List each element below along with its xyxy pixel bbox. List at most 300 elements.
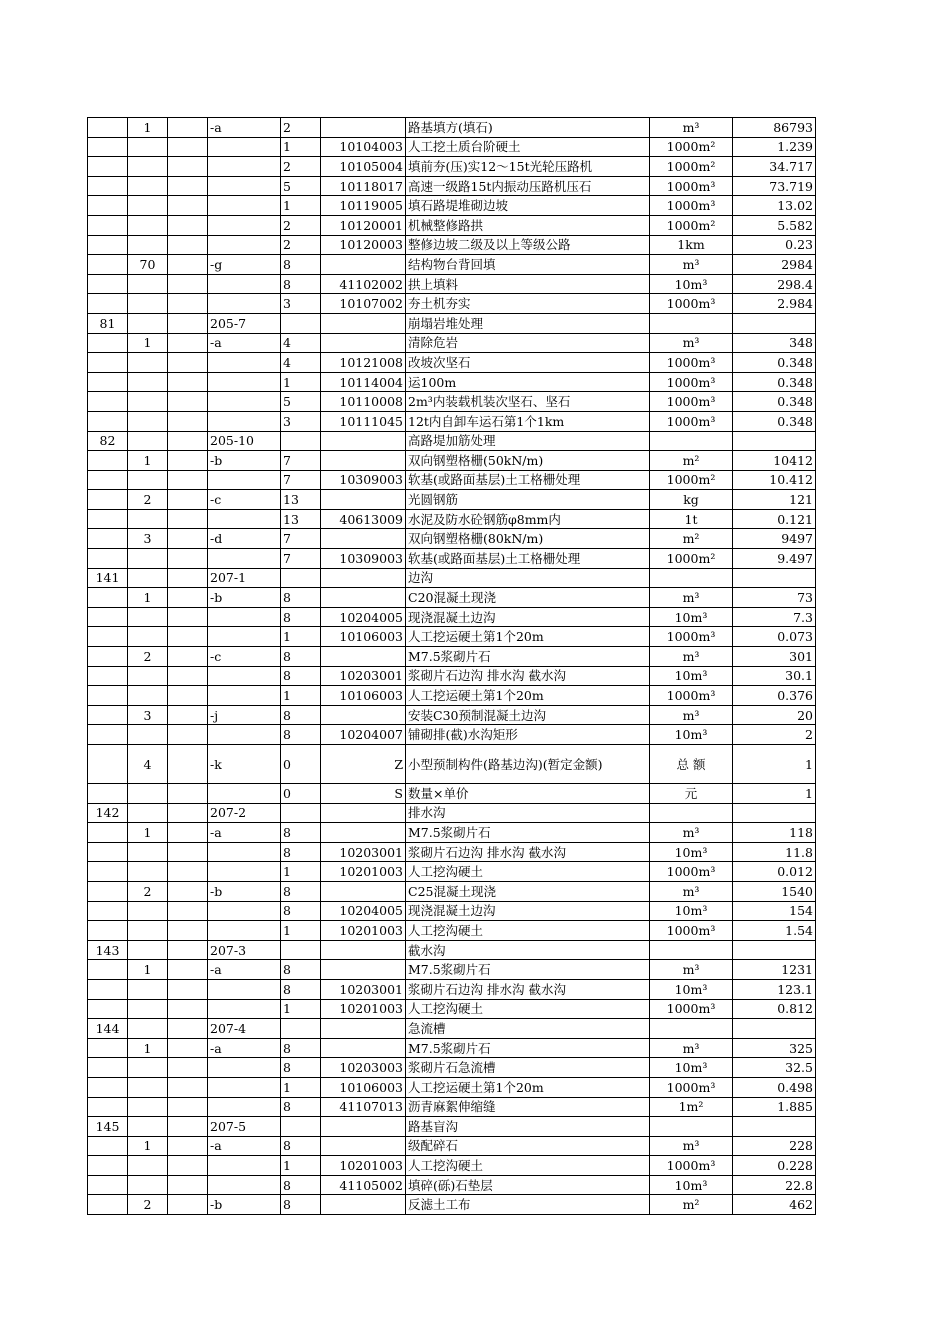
item-no-cell [88, 529, 128, 549]
type-cell: 8 [281, 842, 321, 862]
description-cell: 数量×单价 [406, 784, 650, 804]
unit-cell: 10m³ [650, 666, 733, 686]
unit-cell [650, 313, 733, 333]
table-row [88, 215, 816, 235]
description-cell: M7.5浆砌片石 [406, 823, 650, 843]
sub-no-cell [128, 940, 168, 960]
quantity-cell: 7.3 [733, 607, 816, 627]
quantity-cell: 0.348 [733, 353, 816, 373]
quantity-cell [733, 313, 816, 333]
code-cell: -k [208, 745, 281, 784]
table-row [88, 588, 816, 608]
sub-no-cell: 1 [128, 960, 168, 980]
unit-cell: 1m² [650, 1097, 733, 1117]
table-row [88, 1077, 816, 1097]
norm-code-cell [321, 1117, 406, 1137]
unit-cell: 1000m² [650, 157, 733, 177]
description-cell: 光圆钢筋 [406, 490, 650, 510]
sub-no-cell [128, 1175, 168, 1195]
item-no-cell [88, 1136, 128, 1156]
code-cell [208, 470, 281, 490]
description-cell: 排水沟 [406, 803, 650, 823]
description-cell: M7.5浆砌片石 [406, 647, 650, 667]
code-cell [208, 274, 281, 294]
table-row [88, 372, 816, 392]
blank-cell [168, 255, 208, 275]
quantity-cell: 5.582 [733, 215, 816, 235]
table-row [88, 823, 816, 843]
type-cell: 8 [281, 607, 321, 627]
item-no-cell [88, 1038, 128, 1058]
table-row [88, 979, 816, 999]
type-cell: 1 [281, 372, 321, 392]
type-cell: 4 [281, 353, 321, 373]
code-cell: -a [208, 1136, 281, 1156]
item-no-cell [88, 686, 128, 706]
blank-cell [168, 235, 208, 255]
unit-cell: 1000m³ [650, 921, 733, 941]
blank-cell [168, 725, 208, 745]
code-cell [208, 509, 281, 529]
item-no-cell [88, 509, 128, 529]
item-no-cell [88, 745, 128, 784]
type-cell: 2 [281, 157, 321, 177]
item-no-cell [88, 784, 128, 804]
type-cell: 8 [281, 1136, 321, 1156]
unit-cell: m³ [650, 1136, 733, 1156]
unit-cell [650, 1117, 733, 1137]
code-cell [208, 607, 281, 627]
norm-code-cell [321, 705, 406, 725]
description-cell: C25混凝土现浇 [406, 881, 650, 901]
description-cell: 急流槽 [406, 1019, 650, 1039]
description-cell: M7.5浆砌片石 [406, 1038, 650, 1058]
unit-cell: m³ [650, 255, 733, 275]
sub-no-cell [128, 921, 168, 941]
description-cell: 结构物台背回填 [406, 255, 650, 275]
unit-cell: 1000m³ [650, 1077, 733, 1097]
blank-cell [168, 215, 208, 235]
item-no-cell: 142 [88, 803, 128, 823]
sub-no-cell [128, 411, 168, 431]
table-row [88, 137, 816, 157]
norm-code-cell [321, 823, 406, 843]
sub-no-cell [128, 235, 168, 255]
type-cell: 8 [281, 647, 321, 667]
item-no-cell [88, 392, 128, 412]
blank-cell [168, 372, 208, 392]
item-no-cell [88, 1058, 128, 1078]
norm-code-cell: 10120003 [321, 235, 406, 255]
blank-cell [168, 333, 208, 353]
description-cell: 级配碎石 [406, 1136, 650, 1156]
blank-cell [168, 686, 208, 706]
norm-code-cell: 10111045 [321, 411, 406, 431]
unit-cell: 1000m² [650, 137, 733, 157]
item-no-cell [88, 235, 128, 255]
unit-cell: 1000m³ [650, 627, 733, 647]
norm-code-cell: 10106003 [321, 686, 406, 706]
quantity-cell [733, 940, 816, 960]
unit-cell: 10m³ [650, 274, 733, 294]
sub-no-cell: 1 [128, 333, 168, 353]
norm-code-cell: 41105002 [321, 1175, 406, 1195]
sub-no-cell [128, 901, 168, 921]
blank-cell [168, 431, 208, 451]
type-cell: 1 [281, 1077, 321, 1097]
table-row [88, 255, 816, 275]
sub-no-cell [128, 1117, 168, 1137]
blank-cell [168, 705, 208, 725]
blank-cell [168, 1136, 208, 1156]
code-cell: -g [208, 255, 281, 275]
quantity-cell: 10.412 [733, 470, 816, 490]
code-cell [208, 215, 281, 235]
code-cell [208, 1097, 281, 1117]
unit-cell [650, 1019, 733, 1039]
type-cell: 0 [281, 784, 321, 804]
table-row [88, 960, 816, 980]
code-cell: -a [208, 823, 281, 843]
item-no-cell [88, 999, 128, 1019]
item-no-cell [88, 255, 128, 275]
blank-cell [168, 274, 208, 294]
norm-code-cell: 10201003 [321, 999, 406, 1019]
sub-no-cell [128, 607, 168, 627]
blank-cell [168, 451, 208, 471]
sub-no-cell [128, 372, 168, 392]
sub-no-cell [128, 353, 168, 373]
sub-no-cell: 2 [128, 490, 168, 510]
type-cell: 8 [281, 881, 321, 901]
sub-no-cell [128, 215, 168, 235]
description-cell: 2m³内装载机装次坚石、坚石 [406, 392, 650, 412]
item-no-cell: 143 [88, 940, 128, 960]
item-no-cell [88, 372, 128, 392]
type-cell: 8 [281, 823, 321, 843]
unit-cell: 1km [650, 235, 733, 255]
table-row [88, 999, 816, 1019]
blank-cell [168, 1156, 208, 1176]
norm-code-cell [321, 529, 406, 549]
quantity-cell: 1231 [733, 960, 816, 980]
blank-cell [168, 647, 208, 667]
quantity-cell: 2 [733, 725, 816, 745]
item-no-cell [88, 705, 128, 725]
norm-code-cell: 10309003 [321, 470, 406, 490]
blank-cell [168, 176, 208, 196]
norm-code-cell: 40613009 [321, 509, 406, 529]
description-cell: 双向钢塑格栅(50kN/m) [406, 451, 650, 471]
unit-cell: m³ [650, 705, 733, 725]
blank-cell [168, 118, 208, 138]
type-cell: 4 [281, 333, 321, 353]
item-no-cell [88, 627, 128, 647]
unit-cell: m³ [650, 333, 733, 353]
item-no-cell [88, 490, 128, 510]
sub-no-cell [128, 1156, 168, 1176]
type-cell: 8 [281, 274, 321, 294]
code-cell: -a [208, 118, 281, 138]
table-row [88, 529, 816, 549]
table-row [88, 549, 816, 569]
description-cell: 填前夯(压)实12～15t光轮压路机 [406, 157, 650, 177]
table-row [88, 294, 816, 314]
unit-cell: 10m³ [650, 725, 733, 745]
code-cell [208, 999, 281, 1019]
type-cell: 1 [281, 921, 321, 941]
unit-cell: 10m³ [650, 979, 733, 999]
sub-no-cell: 1 [128, 1038, 168, 1058]
norm-code-cell: 10204005 [321, 607, 406, 627]
blank-cell [168, 1175, 208, 1195]
blank-cell [168, 901, 208, 921]
description-cell: 填石路堤堆砌边坡 [406, 196, 650, 216]
type-cell: 1 [281, 686, 321, 706]
type-cell: 13 [281, 490, 321, 510]
norm-code-cell: 10203001 [321, 666, 406, 686]
quantity-cell: 1.885 [733, 1097, 816, 1117]
item-no-cell [88, 1195, 128, 1215]
code-cell [208, 725, 281, 745]
quantity-cell: 10412 [733, 451, 816, 471]
type-cell: 8 [281, 901, 321, 921]
item-no-cell [88, 470, 128, 490]
code-cell: -d [208, 529, 281, 549]
sub-no-cell [128, 784, 168, 804]
item-no-cell [88, 823, 128, 843]
blank-cell [168, 784, 208, 804]
norm-code-cell: 10120001 [321, 215, 406, 235]
unit-cell: 1000m² [650, 549, 733, 569]
norm-code-cell: 10121008 [321, 353, 406, 373]
code-cell [208, 862, 281, 882]
item-no-cell [88, 215, 128, 235]
sub-no-cell [128, 568, 168, 588]
blank-cell [168, 921, 208, 941]
code-cell [208, 842, 281, 862]
quantity-cell: 9.497 [733, 549, 816, 569]
code-cell [208, 901, 281, 921]
item-no-cell: 81 [88, 313, 128, 333]
quantity-cell: 298.4 [733, 274, 816, 294]
code-cell [208, 137, 281, 157]
sub-no-cell: 1 [128, 451, 168, 471]
table-row [88, 666, 816, 686]
type-cell: 8 [281, 725, 321, 745]
type-cell: 3 [281, 411, 321, 431]
item-no-cell [88, 666, 128, 686]
item-no-cell: 145 [88, 1117, 128, 1137]
type-cell: 1 [281, 137, 321, 157]
code-cell: -b [208, 881, 281, 901]
norm-code-cell [321, 647, 406, 667]
description-cell: 机械整修路拱 [406, 215, 650, 235]
type-cell: 1 [281, 862, 321, 882]
item-no-cell [88, 901, 128, 921]
sub-no-cell [128, 999, 168, 1019]
sub-no-cell: 2 [128, 881, 168, 901]
unit-cell: 10m³ [650, 1058, 733, 1078]
sub-no-cell [128, 979, 168, 999]
item-no-cell [88, 157, 128, 177]
blank-cell [168, 823, 208, 843]
type-cell: 7 [281, 549, 321, 569]
unit-cell: 元 [650, 784, 733, 804]
sub-no-cell [128, 725, 168, 745]
unit-cell: m³ [650, 823, 733, 843]
item-no-cell [88, 588, 128, 608]
blank-cell [168, 137, 208, 157]
item-no-cell [88, 196, 128, 216]
unit-cell: 1t [650, 509, 733, 529]
norm-code-cell: 41107013 [321, 1097, 406, 1117]
type-cell: 8 [281, 960, 321, 980]
table-row [88, 509, 816, 529]
norm-code-cell [321, 1195, 406, 1215]
norm-code-cell: Z [321, 745, 406, 784]
blank-cell [168, 196, 208, 216]
quantity-cell: 121 [733, 490, 816, 510]
unit-cell: 10m³ [650, 901, 733, 921]
table-row [88, 725, 816, 745]
quantity-cell: 154 [733, 901, 816, 921]
code-cell: 207-5 [208, 1117, 281, 1137]
norm-code-cell [321, 255, 406, 275]
type-cell: 5 [281, 392, 321, 412]
unit-cell: 1000m³ [650, 294, 733, 314]
table-row [88, 118, 816, 138]
description-cell: 改坡次坚石 [406, 353, 650, 373]
table-row [88, 392, 816, 412]
type-cell: 5 [281, 176, 321, 196]
sub-no-cell [128, 313, 168, 333]
table-row [88, 157, 816, 177]
code-cell [208, 1156, 281, 1176]
code-cell [208, 196, 281, 216]
blank-cell [168, 294, 208, 314]
sub-no-cell [128, 176, 168, 196]
item-no-cell [88, 725, 128, 745]
norm-code-cell: 10107002 [321, 294, 406, 314]
quantity-cell: 1.239 [733, 137, 816, 157]
table-row [88, 921, 816, 941]
code-cell [208, 411, 281, 431]
description-cell: 铺砌排(截)水沟矩形 [406, 725, 650, 745]
type-cell [281, 1019, 321, 1039]
blank-cell [168, 979, 208, 999]
item-no-cell [88, 294, 128, 314]
unit-cell: 1000m³ [650, 353, 733, 373]
description-cell: 安装C30预制混凝土边沟 [406, 705, 650, 725]
description-cell: 浆砌片石边沟 排水沟 截水沟 [406, 842, 650, 862]
quantity-cell: 0.228 [733, 1156, 816, 1176]
blank-cell [168, 490, 208, 510]
blank-cell [168, 745, 208, 784]
table-row [88, 1156, 816, 1176]
blank-cell [168, 392, 208, 412]
sub-no-cell [128, 431, 168, 451]
description-cell: 路基填方(填石) [406, 118, 650, 138]
norm-code-cell: 10201003 [321, 862, 406, 882]
quantity-cell: 462 [733, 1195, 816, 1215]
norm-code-cell [321, 313, 406, 333]
code-cell: -b [208, 588, 281, 608]
table-row [88, 881, 816, 901]
sub-no-cell: 70 [128, 255, 168, 275]
unit-cell: m³ [650, 960, 733, 980]
blank-cell [168, 803, 208, 823]
description-cell: 运100m [406, 372, 650, 392]
table-row [88, 1117, 816, 1137]
description-cell: 截水沟 [406, 940, 650, 960]
table-row [88, 901, 816, 921]
description-cell: 浆砌片石边沟 排水沟 截水沟 [406, 979, 650, 999]
sub-no-cell: 1 [128, 588, 168, 608]
unit-cell: m³ [650, 647, 733, 667]
quantity-cell: 34.717 [733, 157, 816, 177]
unit-cell: 1000m² [650, 470, 733, 490]
blank-cell [168, 313, 208, 333]
code-cell: -b [208, 451, 281, 471]
blank-cell [168, 353, 208, 373]
unit-cell [650, 568, 733, 588]
table-row [88, 431, 816, 451]
code-cell [208, 392, 281, 412]
quantity-cell: 73 [733, 588, 816, 608]
table-row [88, 705, 816, 725]
table-row [88, 686, 816, 706]
norm-code-cell: 10110008 [321, 392, 406, 412]
norm-code-cell: 10105004 [321, 157, 406, 177]
norm-code-cell [321, 588, 406, 608]
code-cell [208, 294, 281, 314]
description-cell: 崩塌岩堆处理 [406, 313, 650, 333]
item-no-cell [88, 411, 128, 431]
description-cell: 浆砌片石边沟 排水沟 截水沟 [406, 666, 650, 686]
item-no-cell: 141 [88, 568, 128, 588]
code-cell [208, 549, 281, 569]
unit-cell: 10m³ [650, 1175, 733, 1195]
description-cell: 小型预制构件(路基边沟)(暂定金额) [406, 745, 650, 784]
item-no-cell [88, 549, 128, 569]
item-no-cell [88, 451, 128, 471]
code-cell [208, 627, 281, 647]
sub-no-cell [128, 666, 168, 686]
quantity-cell: 348 [733, 333, 816, 353]
norm-code-cell: 10201003 [321, 921, 406, 941]
norm-code-cell: S [321, 784, 406, 804]
quantity-cell: 0.073 [733, 627, 816, 647]
description-cell: 拱上填料 [406, 274, 650, 294]
type-cell: 1 [281, 1156, 321, 1176]
blank-cell [168, 1117, 208, 1137]
blank-cell [168, 509, 208, 529]
quantity-cell: 1.54 [733, 921, 816, 941]
code-cell [208, 1175, 281, 1195]
table-row [88, 1038, 816, 1058]
norm-code-cell: 10114004 [321, 372, 406, 392]
code-cell: -a [208, 333, 281, 353]
description-cell: 现浇混凝土边沟 [406, 901, 650, 921]
blank-cell [168, 1195, 208, 1215]
table-row [88, 1195, 816, 1215]
unit-cell: m³ [650, 881, 733, 901]
blank-cell [168, 999, 208, 1019]
table-row [88, 470, 816, 490]
description-cell: 清除危岩 [406, 333, 650, 353]
table-row [88, 1136, 816, 1156]
